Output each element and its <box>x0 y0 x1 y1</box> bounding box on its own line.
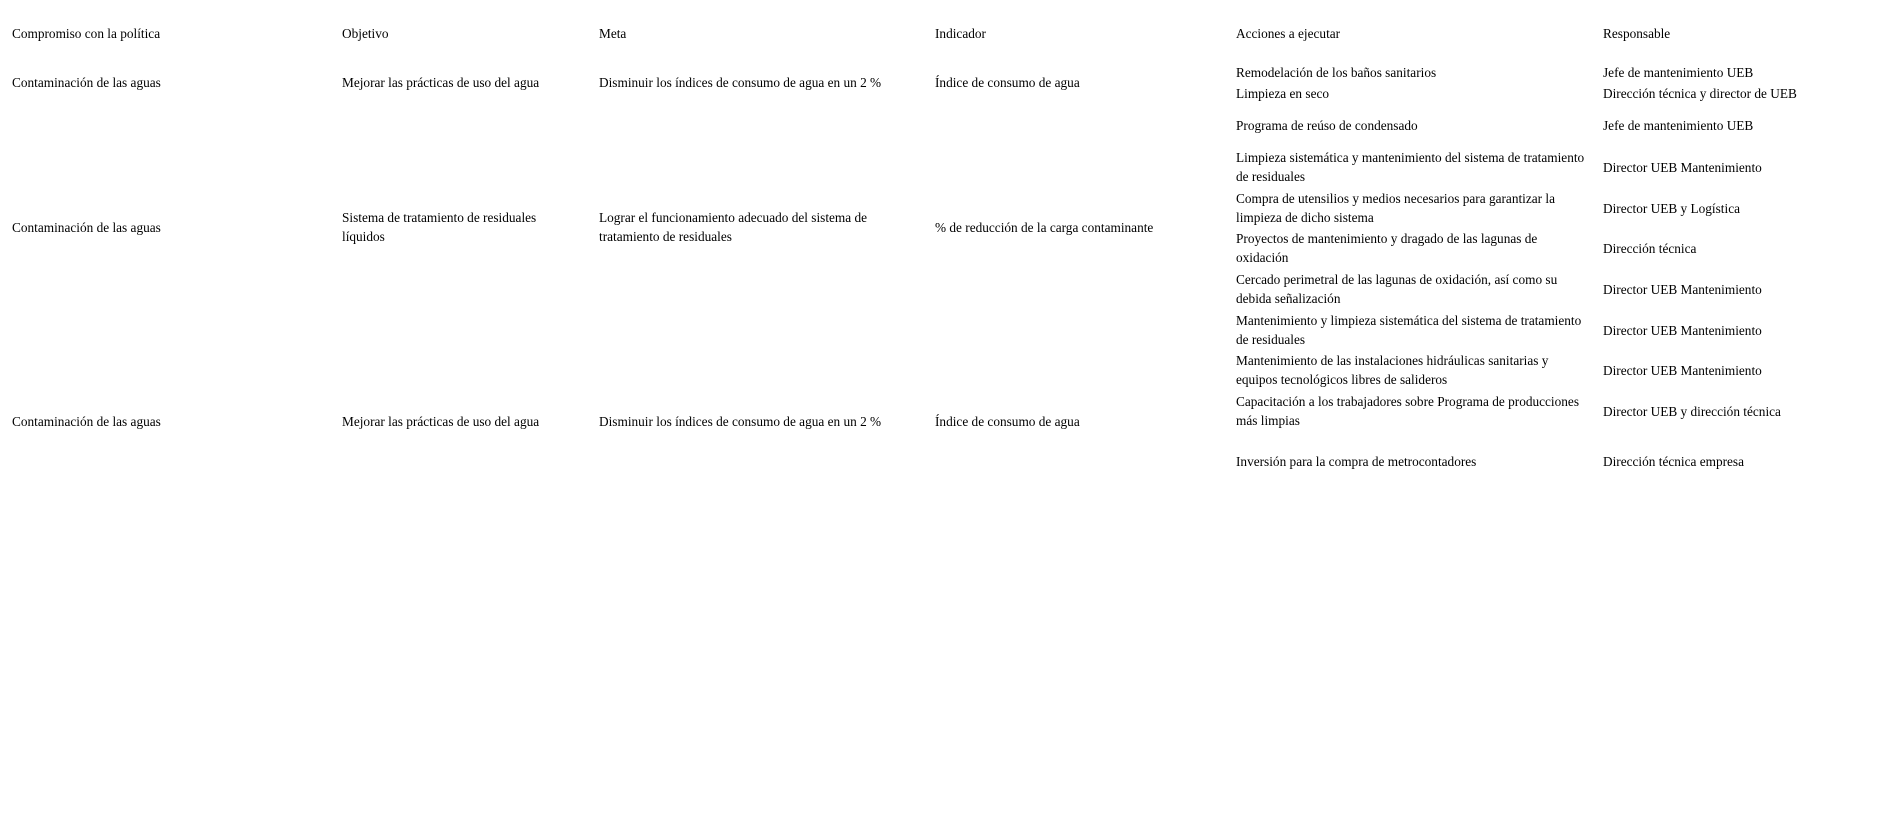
responsable-3: Jefe de mantenimiento UEB <box>1603 118 1754 133</box>
responsable-10: Director UEB y dirección técnica <box>1603 404 1781 419</box>
group-3-compromiso: Contaminación de las aguas <box>12 414 161 429</box>
responsable-4: Director UEB Mantenimiento <box>1603 160 1762 175</box>
group-1-objetivo: Mejorar las prácticas de uso del agua <box>342 75 540 90</box>
group-3-objetivo: Mejorar las prácticas de uso del agua <box>342 414 540 429</box>
action-11: Inversión para la compra de metrocontadores <box>1236 454 1477 469</box>
responsable-11: Dirección técnica empresa <box>1603 454 1745 469</box>
action-1: Remodelación de los baños sanitarios <box>1236 65 1437 80</box>
group-1-indicador: Índice de consumo de agua <box>935 75 1080 90</box>
responsable-6: Dirección técnica <box>1603 241 1697 256</box>
action-6: Proyectos de mantenimiento y dragado de las lagunas de oxidación <box>1236 231 1538 265</box>
action-9: Mantenimiento de las instalaciones hidráulicas sanitarias y equipos tecnológicos libres de salideros <box>1236 353 1549 387</box>
group-2-meta: Lograr el funcionamiento adecuado del sistema de tratamiento de residuales <box>599 210 868 244</box>
action-8: Mantenimiento y limpieza sistemática del sistema de tratamiento de residuales <box>1236 313 1582 347</box>
action-2: Limpieza en seco <box>1236 86 1330 101</box>
group-2-objetivo: Sistema de tratamiento de residuales líquidos <box>342 210 537 244</box>
responsable-9: Director UEB Mantenimiento <box>1603 363 1762 378</box>
responsable-2: Dirección técnica y director de UEB <box>1603 86 1797 101</box>
responsable-7: Director UEB Mantenimiento <box>1603 282 1762 297</box>
responsable-1: Jefe de mantenimiento UEB <box>1603 65 1754 80</box>
responsable-5: Director UEB y Logística <box>1603 201 1740 216</box>
header-meta: Meta <box>599 26 627 41</box>
header-objetivo: Objetivo <box>342 26 389 41</box>
header-compromiso: Compromiso con la política <box>12 26 161 41</box>
group-2-indicador: % de reducción de la carga contaminante <box>935 220 1154 235</box>
header-acciones: Acciones a ejecutar <box>1236 26 1341 41</box>
action-7: Cercado perimetral de las lagunas de oxidación, así como su debida señalización <box>1236 272 1558 306</box>
group-2-compromiso: Contaminación de las aguas <box>12 220 161 235</box>
action-5: Compra de utensilios y medios necesarios para garantizar la limpieza de dicho sistema <box>1236 191 1556 225</box>
action-4: Limpieza sistemática y mantenimiento del sistema de tratamiento de residuales <box>1236 150 1585 184</box>
responsable-8: Director UEB Mantenimiento <box>1603 323 1762 338</box>
action-10: Capacitación a los trabajadores sobre Programa de producciones más limpias <box>1236 394 1580 428</box>
header-indicador: Indicador <box>935 26 986 41</box>
group-3-meta: Disminuir los índices de consumo de agua en un 2 % <box>599 414 882 429</box>
header-responsable: Responsable <box>1603 26 1671 41</box>
group-1-meta: Disminuir los índices de consumo de agua en un 2 % <box>599 75 882 90</box>
action-3: Programa de reúso de condensado <box>1236 118 1418 133</box>
group-3-indicador: Índice de consumo de agua <box>935 414 1080 429</box>
group-1-compromiso: Contaminación de las aguas <box>12 75 161 90</box>
